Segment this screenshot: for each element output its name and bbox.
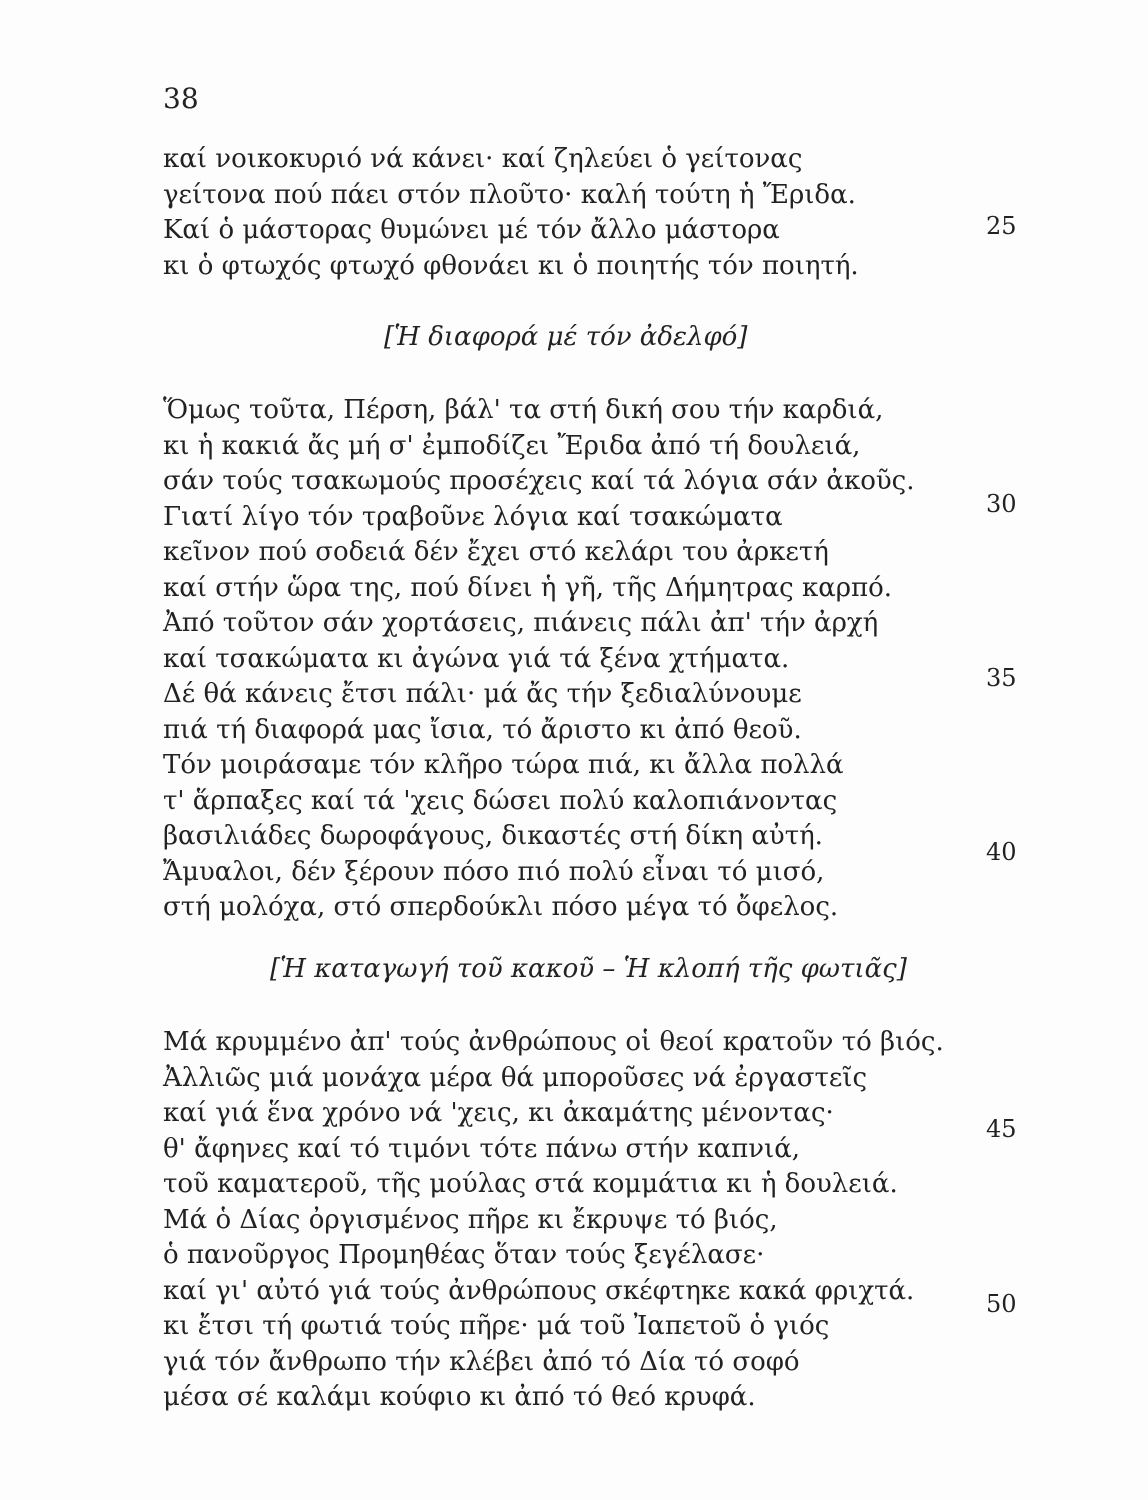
verse-line: Ἄμυαλοι, δέν ξέρουν πόσο πιό πολύ εἶναι τό μισό, [163,856,825,887]
verse-line: Ἀπό τοῦτον σάν χορτάσεις, πιάνεις πάλι ἀπ' τήν ἀρχή [163,608,879,638]
section-heading-origin-of-evil: [Ἡ καταγωγή τοῦ κακοῦ – Ἡ κλοπή τῆς φωτιᾶς] [270,954,907,984]
verse-line: μέσα σέ καλάμι κούφιο κι ἀπό τό θεό κρυφά. [163,1382,756,1412]
verse-line: βασιλιάδες δωροφάγους, δικαστές στή δίκη αὐτή. [163,821,823,851]
verse-line: Ἀλλιῶς μιά μονάχα μέρα θά μποροῦσες νά ἐργαστεῖς [163,1062,868,1093]
verse-line: κι ὁ φτωχός φτωχό φθονάει κι ὁ ποιητής τόν ποιητή. [163,250,859,281]
verse-line: Μά ὁ Δίας ὀργισμένος πῆρε κι ἔκρυψε τό βιός, [163,1204,778,1235]
verse-line: τοῦ καματεροῦ, τῆς μούλας στά κομμάτια κι ἡ δουλειά. [163,1169,898,1199]
verse-line: Δέ θά κάνεις ἔτσι πάλι· μά ἄς τήν ξεδιαλύνουμε [163,679,802,709]
verse-line: καί γιά ἕνα χρόνο νά 'χεις, κι ἀκαμάτης μένοντας· [163,1098,834,1128]
verse-line: Μά κρυμμένο ἀπ' τούς ἀνθρώπους οἱ θεοί κρατοῦν τό βιός. [163,1027,944,1057]
verse-line: κι ἡ κακιά ἄς μή σ' ἐμποδίζει Ἔριδα ἀπό τή δουλειά, [163,430,861,461]
line-number: 30 [986,490,1017,518]
page-number: 38 [163,82,199,115]
verse-line: κι ἔτσι τή φωτιά τούς πῆρε· μά τοῦ Ἰαπετοῦ ὁ γιός [163,1311,830,1341]
verse-line: γιά τόν ἄνθρωπο τήν κλέβει ἀπό τό Δία τό σοφό [163,1346,800,1377]
verse-line: γείτονα πού πάει στόν πλοῦτο· καλή τούτη ἡ Ἔριδα. [163,179,856,210]
verse-line: ὁ πανοῦργος Προμηθέας ὅταν τούς ξεγέλασε· [163,1240,765,1270]
verse-line: πιά τή διαφορά μας ἴσια, τό ἄριστο κι ἀπό θεοῦ. [163,714,802,745]
verse-line: καί στήν ὥρα της, πού δίνει ἡ γῆ, τῆς Δήμητρας καρπό. [163,572,893,603]
verse-line: τ' ἅρπαξες καί τά 'χεις δώσει πολύ καλοπιάνοντας [163,785,838,816]
verse-line: κεῖνον πού σοδειά δέν ἔχει στό κελάρι του ἀρκετή [163,537,829,567]
verse-line: Καί ὁ μάστορας θυμώνει μέ τόν ἄλλο μάστορα [163,215,780,245]
verse-line: Ὅμως τοῦτα, Πέρση, βάλ' τα στή δική σου τήν καρδιά, [163,395,884,425]
verse-line: Τόν μοιράσαμε τόν κλῆρο τώρα πιά, κι ἄλλα πολλά [163,750,844,780]
line-number: 35 [986,664,1017,692]
verse-line: καί τσακώματα κι ἀγώνα γιά τά ξένα χτήματα. [163,643,790,674]
stanza-2 [163,393,915,926]
verse-line: θ' ἄφηνες καί τό τιμόνι τότε πάνω στήν καπνιά, [163,1133,801,1164]
stanza-1 [163,142,859,284]
line-number: 25 [986,212,1017,240]
verse-line: στή μολόχα, στό σπερδούκλι πόσο μέγα τό ὄφελος. [163,892,839,922]
section-heading-brother-dispute: [Ἡ διαφορά μέ τόν ἀδελφό] [384,322,748,352]
verse-line: σάν τούς τσακωμούς προσέχεις καί τά λόγια σάν ἀκοῦς. [163,466,915,496]
stanza-3 [163,1025,944,1416]
verse-line: καί νοικοκυριό νά κάνει· καί ζηλεύει ὁ γείτονας [163,144,803,174]
verse-line: Γιατί λίγο τόν τραβοῦνε λόγια καί τσακώματα [163,501,783,532]
line-number: 50 [986,1290,1017,1318]
verse-line: καί γι' αὐτό γιά τούς ἀνθρώπους σκέφτηκε κακά φριχτά. [163,1275,915,1306]
line-number: 40 [986,838,1017,866]
line-number: 45 [986,1115,1017,1143]
